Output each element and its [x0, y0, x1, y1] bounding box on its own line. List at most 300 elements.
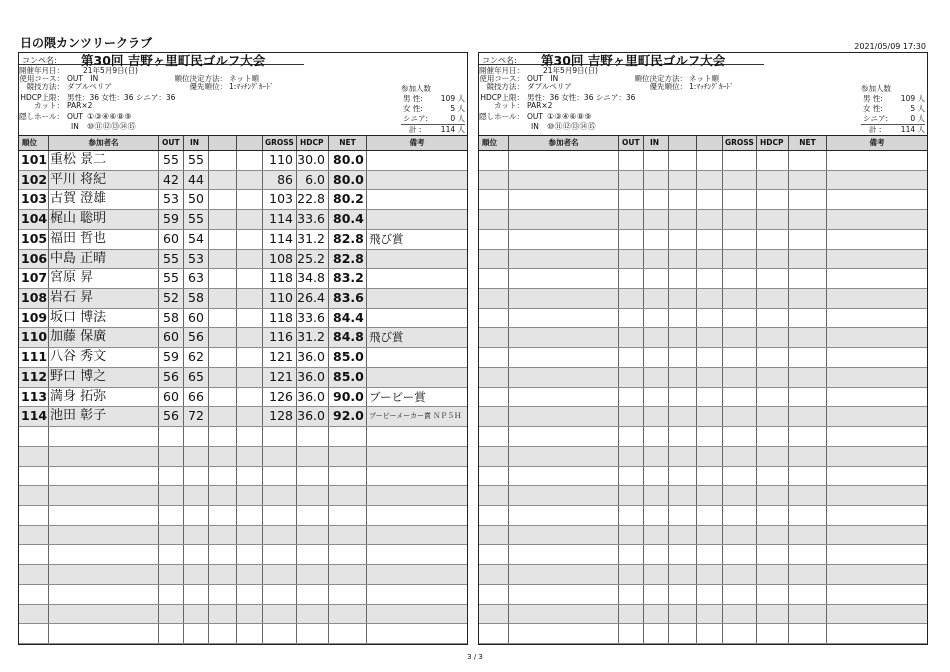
rank-cell	[479, 171, 509, 190]
female-count: 5 人	[910, 104, 925, 113]
rank-cell: 111	[19, 348, 49, 367]
gross-cell	[723, 328, 757, 347]
in-cell	[644, 309, 669, 328]
in-cell	[644, 605, 669, 624]
net-cell	[789, 230, 827, 249]
name-cell	[509, 250, 619, 269]
net-cell: 82.8	[329, 250, 367, 269]
net-cell	[329, 447, 367, 466]
hdcp-cell	[297, 467, 329, 486]
participants-title: 参加人数	[401, 84, 431, 93]
name-cell	[509, 309, 619, 328]
gross-cell	[723, 486, 757, 505]
blank-cell	[669, 585, 697, 604]
result-row	[19, 289, 467, 309]
note-cell	[827, 585, 927, 604]
blank-cell	[209, 210, 237, 229]
in-cell	[184, 427, 209, 446]
name-cell	[509, 269, 619, 288]
blank-cell	[669, 250, 697, 269]
blank-cell	[209, 427, 237, 446]
blank-cell	[697, 289, 723, 308]
rank-cell	[19, 605, 49, 624]
net-cell: 80.2	[329, 190, 367, 209]
hdcp-cell: 31.2	[297, 328, 329, 347]
name-cell: 福田 哲也	[49, 230, 159, 249]
rank-cell	[479, 467, 509, 486]
hidden-holes-in-line	[479, 122, 779, 131]
female-count-row	[861, 104, 925, 114]
male-count: 109 人	[440, 94, 465, 103]
blank-cell	[209, 309, 237, 328]
out-cell: 56	[159, 368, 184, 387]
hdcp-cell: 31.2	[297, 230, 329, 249]
out-cell	[619, 526, 644, 545]
blank-cell	[697, 624, 723, 643]
blank-cell	[669, 348, 697, 367]
blank-cell	[697, 269, 723, 288]
name-cell	[509, 526, 619, 545]
blank-cell	[237, 526, 263, 545]
gross-header: GROSS	[263, 136, 297, 150]
name-cell	[509, 230, 619, 249]
competition-title-row	[19, 53, 304, 68]
gross-cell	[723, 388, 757, 407]
in-cell: 55	[184, 210, 209, 229]
hdcp-cell	[757, 467, 789, 486]
in-cell	[644, 467, 669, 486]
gross-cell	[263, 605, 297, 624]
participants-title-row	[401, 84, 465, 94]
net-cell: 84.8	[329, 328, 367, 347]
name-cell	[509, 368, 619, 387]
in-cell	[184, 486, 209, 505]
rank-header: 順位	[19, 136, 49, 150]
blank-cell	[669, 151, 697, 170]
rank-cell: 101	[19, 151, 49, 170]
net-cell	[789, 486, 827, 505]
blank-cell	[237, 348, 263, 367]
blank-cell	[697, 585, 723, 604]
competition-title-row	[479, 53, 764, 68]
net-cell	[789, 250, 827, 269]
net-cell	[789, 526, 827, 545]
blank-cell	[209, 250, 237, 269]
empty-row	[479, 565, 927, 585]
in-cell	[644, 388, 669, 407]
blank-cell	[209, 624, 237, 643]
hidden-in-label: IN	[531, 122, 539, 131]
empty-row	[479, 309, 927, 329]
out-cell: 60	[159, 388, 184, 407]
in-cell	[644, 624, 669, 643]
rank-cell	[479, 348, 509, 367]
note-cell	[827, 624, 927, 643]
note-cell: 飛び賞	[369, 330, 404, 345]
gross-cell: 121	[263, 368, 297, 387]
name-cell	[509, 388, 619, 407]
result-row	[19, 388, 467, 408]
result-row	[19, 230, 467, 250]
blank-cell	[237, 447, 263, 466]
blank-header	[697, 136, 723, 150]
empty-row	[479, 506, 927, 526]
in-cell	[644, 526, 669, 545]
rank-cell: 110	[19, 328, 49, 347]
gross-cell	[263, 624, 297, 643]
hdcp-cell	[297, 585, 329, 604]
gross-cell	[723, 151, 757, 170]
empty-row	[19, 526, 467, 546]
hidden-out-label: OUT	[527, 112, 543, 121]
rank-cell	[19, 565, 49, 584]
note-cell	[367, 624, 467, 643]
note-cell	[367, 585, 467, 604]
empty-row	[19, 565, 467, 585]
net-cell: 90.0	[329, 388, 367, 407]
name-cell	[509, 171, 619, 190]
net-cell	[789, 328, 827, 347]
rank-cell	[479, 486, 509, 505]
blank-cell	[237, 210, 263, 229]
blank-cell	[669, 269, 697, 288]
blank-cell	[209, 289, 237, 308]
hdcp-cell	[757, 289, 789, 308]
in-cell	[644, 328, 669, 347]
name-cell: 野口 博之	[49, 368, 159, 387]
empty-row	[479, 328, 927, 348]
gross-cell	[263, 585, 297, 604]
in-cell	[644, 348, 669, 367]
method-label: 競技方法：	[26, 82, 64, 91]
senior-count-row	[401, 114, 465, 124]
hidden-in-label: IN	[71, 122, 79, 131]
female-count: 5 人	[450, 104, 465, 113]
in-cell	[184, 605, 209, 624]
gross-cell: 118	[263, 269, 297, 288]
blank-cell	[697, 526, 723, 545]
in-cell: 54	[184, 230, 209, 249]
rank-cell	[479, 289, 509, 308]
net-cell	[789, 605, 827, 624]
net-cell	[789, 506, 827, 525]
total-count-row	[861, 124, 925, 134]
blank-cell	[237, 368, 263, 387]
senior-count: 0 人	[450, 114, 465, 123]
method-value: ダブルペリア	[67, 82, 112, 91]
total-label: 計 :	[409, 125, 422, 134]
senior-count-row	[861, 114, 925, 124]
blank-cell	[669, 407, 697, 426]
blank-cell	[237, 230, 263, 249]
printed-timestamp: 2021/05/09 17:30	[854, 42, 926, 51]
out-cell	[159, 526, 184, 545]
club-name: 日の隈カンツリークラブ	[20, 36, 153, 50]
hdcp-header: HDCP	[297, 136, 329, 150]
blank-cell	[669, 309, 697, 328]
note-cell	[827, 388, 927, 407]
rank-cell: 109	[19, 309, 49, 328]
note-cell: ブービーメーカー賞 ＮＰ５Ｈ	[369, 412, 462, 421]
net-cell: 92.0	[329, 407, 367, 426]
blank-cell	[209, 328, 237, 347]
hdcp-cell	[757, 565, 789, 584]
blank-cell	[237, 624, 263, 643]
out-cell	[159, 605, 184, 624]
net-cell	[329, 526, 367, 545]
out-cell	[619, 545, 644, 564]
empty-row	[479, 526, 927, 546]
gross-cell: 114	[263, 230, 297, 249]
blank-cell	[669, 171, 697, 190]
name-cell: 八谷 秀文	[49, 348, 159, 367]
note-cell	[367, 250, 467, 269]
blank-cell	[237, 585, 263, 604]
gross-cell	[723, 526, 757, 545]
name-cell	[509, 624, 619, 643]
blank-cell	[697, 348, 723, 367]
net-cell	[789, 565, 827, 584]
participant-counts	[401, 84, 465, 134]
hdcp-cell	[297, 486, 329, 505]
rank-cell: 103	[19, 190, 49, 209]
gross-cell: 110	[263, 151, 297, 170]
note-cell	[367, 486, 467, 505]
out-cell	[619, 585, 644, 604]
empty-row	[479, 269, 927, 289]
rank-cell: 105	[19, 230, 49, 249]
in-cell	[644, 250, 669, 269]
out-cell	[619, 447, 644, 466]
hdcp-cell	[757, 210, 789, 229]
note-cell	[827, 467, 927, 486]
rank-cell	[19, 486, 49, 505]
ranking-method-value: ネット順	[229, 73, 259, 83]
net-cell	[789, 190, 827, 209]
hdcp-cell	[297, 565, 329, 584]
note-cell: 飛び賞	[369, 231, 404, 246]
blank-cell	[209, 467, 237, 486]
name-cell	[509, 486, 619, 505]
net-cell	[789, 545, 827, 564]
rank-cell	[479, 190, 509, 209]
hdcp-cell	[297, 506, 329, 525]
total-count-row	[401, 124, 465, 134]
blank-cell	[669, 230, 697, 249]
ranking-method-value: ネット順	[689, 73, 719, 83]
note-cell	[827, 545, 927, 564]
hdcp-cell	[297, 624, 329, 643]
in-cell	[644, 486, 669, 505]
hdcp-cell	[757, 171, 789, 190]
empty-row	[479, 545, 927, 565]
name-cell: 平川 将紀	[49, 171, 159, 190]
in-header: IN	[644, 136, 669, 150]
competition-name-label: コンペ名:	[482, 56, 517, 65]
gross-cell: 108	[263, 250, 297, 269]
in-cell	[644, 545, 669, 564]
participants-title: 参加人数	[861, 84, 891, 93]
name-cell	[509, 545, 619, 564]
blank-cell	[669, 486, 697, 505]
in-cell	[184, 565, 209, 584]
name-cell	[49, 486, 159, 505]
in-cell	[644, 407, 669, 426]
note-cell	[827, 230, 927, 249]
blank-cell	[209, 190, 237, 209]
gross-cell	[723, 309, 757, 328]
table-body	[479, 151, 927, 644]
competition-info	[479, 53, 927, 135]
name-cell: 重松 景二	[49, 151, 159, 170]
rank-cell	[479, 230, 509, 249]
empty-row	[479, 388, 927, 408]
male-label: 男 性:	[403, 94, 423, 103]
out-cell	[619, 427, 644, 446]
hdcp-cell	[757, 585, 789, 604]
gross-cell	[723, 190, 757, 209]
note-cell	[827, 151, 927, 170]
in-cell	[184, 585, 209, 604]
note-cell	[367, 171, 467, 190]
empty-row	[479, 348, 927, 368]
note-cell	[827, 309, 927, 328]
out-cell	[159, 624, 184, 643]
rank-cell: 112	[19, 368, 49, 387]
rank-cell: 107	[19, 269, 49, 288]
blank-cell	[209, 230, 237, 249]
out-cell: 60	[159, 230, 184, 249]
out-cell	[619, 190, 644, 209]
hdcp-cell: 30.0	[297, 151, 329, 170]
name-cell: 坂口 博法	[49, 309, 159, 328]
date-label: 開催年月日：	[479, 65, 524, 75]
blank-cell	[697, 388, 723, 407]
note-cell	[367, 545, 467, 564]
in-cell	[644, 269, 669, 288]
name-cell	[509, 506, 619, 525]
gross-cell	[723, 565, 757, 584]
in-cell: 66	[184, 388, 209, 407]
ranking-method-label: 順位決定方法：	[174, 73, 227, 83]
blank-cell	[669, 328, 697, 347]
empty-row	[479, 585, 927, 605]
out-cell	[619, 348, 644, 367]
net-cell	[789, 368, 827, 387]
out-cell	[619, 407, 644, 426]
note-cell	[827, 447, 927, 466]
empty-row	[479, 486, 927, 506]
priority-value: 1:ﾏｯﾁﾝｸﾞｶｰﾄﾞ	[689, 82, 734, 91]
result-row	[19, 171, 467, 191]
hdcp-cell	[757, 407, 789, 426]
rank-cell	[479, 151, 509, 170]
note-cell	[367, 447, 467, 466]
hdcp-cell	[297, 605, 329, 624]
competition-info	[19, 53, 467, 135]
blank-cell	[697, 427, 723, 446]
note-cell	[367, 506, 467, 525]
out-cell	[619, 368, 644, 387]
rank-cell	[19, 506, 49, 525]
blank-cell	[237, 289, 263, 308]
hdcp-cell	[297, 427, 329, 446]
name-cell	[509, 565, 619, 584]
in-cell	[644, 368, 669, 387]
net-cell	[789, 210, 827, 229]
empty-row	[19, 467, 467, 487]
hdcp-cell	[757, 447, 789, 466]
in-cell: 53	[184, 250, 209, 269]
result-row	[19, 210, 467, 230]
rank-cell	[19, 624, 49, 643]
gross-cell	[723, 605, 757, 624]
hdcp-cell	[757, 545, 789, 564]
priority-value: 1:ﾏｯﾁﾝｸﾞｶｰﾄﾞ	[229, 82, 274, 91]
result-row	[19, 328, 467, 348]
net-cell	[789, 151, 827, 170]
cut-line	[479, 101, 779, 110]
hidden-in-holes: ⑩⑪⑫⑬⑭⑮	[87, 122, 136, 131]
gross-cell	[723, 210, 757, 229]
name-cell	[49, 585, 159, 604]
name-cell: 池田 彰子	[49, 407, 159, 426]
hidden-holes-in-line	[19, 122, 319, 131]
name-cell	[49, 427, 159, 446]
name-cell: 岩石 昇	[49, 289, 159, 308]
net-cell: 83.2	[329, 269, 367, 288]
hdcp-cell	[297, 447, 329, 466]
empty-row	[19, 585, 467, 605]
blank-cell	[237, 605, 263, 624]
out-cell	[159, 545, 184, 564]
gross-cell	[723, 348, 757, 367]
blank-cell	[237, 151, 263, 170]
total-count: 114 人	[440, 125, 465, 134]
hdcp-cell	[757, 250, 789, 269]
rank-cell	[19, 427, 49, 446]
gross-cell	[723, 269, 757, 288]
net-cell	[789, 407, 827, 426]
male-count-row	[861, 94, 925, 104]
blank-header	[669, 136, 697, 150]
note-cell	[367, 210, 467, 229]
female-label: 女 性:	[863, 104, 883, 113]
blank-cell	[237, 309, 263, 328]
hdcp-cell	[757, 605, 789, 624]
name-cell	[509, 467, 619, 486]
blank-cell	[209, 545, 237, 564]
name-cell	[49, 506, 159, 525]
ranking-method-label: 順位決定方法：	[634, 73, 687, 83]
result-row	[19, 151, 467, 171]
name-cell: 古賀 澄雄	[49, 190, 159, 209]
in-cell: 50	[184, 190, 209, 209]
participant-counts	[861, 84, 925, 134]
name-header: 参加者名	[49, 136, 159, 150]
rank-cell	[479, 388, 509, 407]
in-cell: 55	[184, 151, 209, 170]
blank-cell	[697, 447, 723, 466]
hdcp-label: HDCP上限：	[480, 92, 524, 102]
empty-row	[479, 467, 927, 487]
name-cell	[509, 427, 619, 446]
net-cell	[789, 309, 827, 328]
blank-cell	[209, 605, 237, 624]
out-cell	[619, 388, 644, 407]
out-cell: 58	[159, 309, 184, 328]
hdcp-cell	[757, 624, 789, 643]
